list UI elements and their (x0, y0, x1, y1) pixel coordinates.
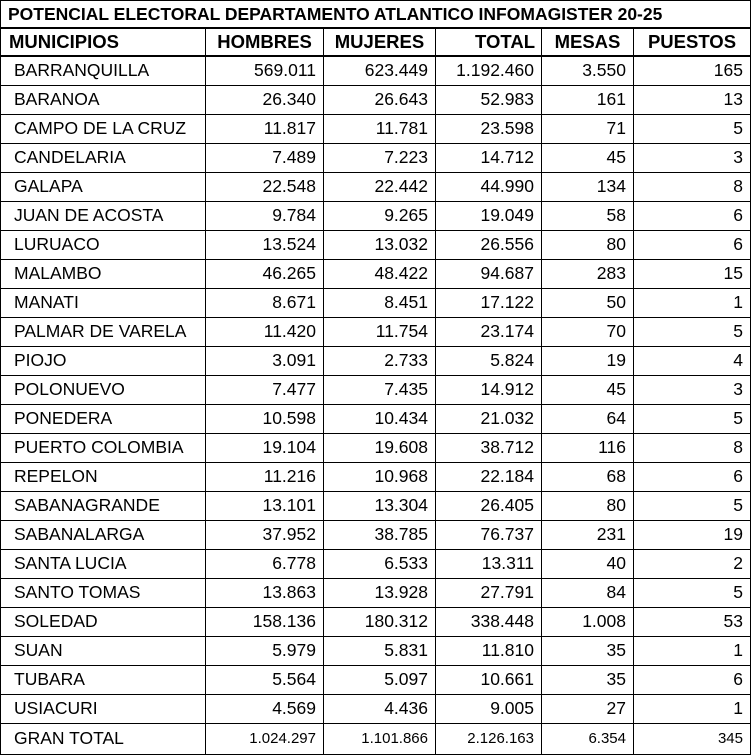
header-row (1, 28, 751, 56)
cell-mujeres: 10.434 (324, 404, 436, 433)
cell-mesas: 70 (542, 317, 634, 346)
cell-total: 52.983 (436, 85, 542, 114)
electoral-table (0, 27, 751, 755)
cell-mujeres: 22.442 (324, 172, 436, 201)
cell-total: 27.791 (436, 578, 542, 607)
cell-hombres: 37.952 (206, 520, 324, 549)
cell-total: 10.661 (436, 665, 542, 694)
cell-mujeres: 8.451 (324, 288, 436, 317)
grand-total-hombres: 1.024.297 (206, 723, 324, 754)
cell-municipio: USIACURI (1, 694, 206, 723)
table-row (1, 462, 751, 491)
cell-municipio: MANATI (1, 288, 206, 317)
cell-mesas: 35 (542, 665, 634, 694)
table-row (1, 607, 751, 636)
cell-total: 23.174 (436, 317, 542, 346)
cell-municipio: REPELON (1, 462, 206, 491)
header-mesas: MESAS (542, 28, 634, 56)
cell-puestos: 13 (634, 85, 751, 114)
cell-hombres: 11.216 (206, 462, 324, 491)
cell-municipio: POLONUEVO (1, 375, 206, 404)
table-row (1, 288, 751, 317)
table-row (1, 143, 751, 172)
cell-mesas: 1.008 (542, 607, 634, 636)
table-row (1, 375, 751, 404)
cell-hombres: 5.979 (206, 636, 324, 665)
cell-hombres: 46.265 (206, 259, 324, 288)
cell-mujeres: 19.608 (324, 433, 436, 462)
cell-puestos: 6 (634, 462, 751, 491)
cell-hombres: 569.011 (206, 56, 324, 85)
cell-total: 338.448 (436, 607, 542, 636)
cell-mujeres: 7.435 (324, 375, 436, 404)
cell-mesas: 283 (542, 259, 634, 288)
cell-total: 17.122 (436, 288, 542, 317)
cell-mujeres: 6.533 (324, 549, 436, 578)
table-row (1, 491, 751, 520)
table-row (1, 201, 751, 230)
cell-mujeres: 2.733 (324, 346, 436, 375)
cell-total: 23.598 (436, 114, 542, 143)
cell-mesas: 27 (542, 694, 634, 723)
cell-total: 26.405 (436, 491, 542, 520)
cell-puestos: 5 (634, 317, 751, 346)
grand-total-row (1, 723, 751, 754)
cell-municipio: SANTA LUCIA (1, 549, 206, 578)
header-hombres: HOMBRES (206, 28, 324, 56)
cell-hombres: 19.104 (206, 433, 324, 462)
cell-mujeres: 11.754 (324, 317, 436, 346)
table-row (1, 636, 751, 665)
cell-municipio: BARANOA (1, 85, 206, 114)
cell-municipio: SABANAGRANDE (1, 491, 206, 520)
header-municipios: MUNICIPIOS (1, 28, 206, 56)
cell-mesas: 80 (542, 491, 634, 520)
cell-puestos: 5 (634, 491, 751, 520)
cell-mesas: 45 (542, 375, 634, 404)
cell-puestos: 53 (634, 607, 751, 636)
table-row (1, 694, 751, 723)
cell-mujeres: 5.097 (324, 665, 436, 694)
cell-mujeres: 13.032 (324, 230, 436, 259)
cell-total: 44.990 (436, 172, 542, 201)
cell-hombres: 10.598 (206, 404, 324, 433)
cell-mesas: 50 (542, 288, 634, 317)
cell-municipio: LURUACO (1, 230, 206, 259)
cell-mujeres: 9.265 (324, 201, 436, 230)
cell-mujeres: 623.449 (324, 56, 436, 85)
grand-total-mesas: 6.354 (542, 723, 634, 754)
cell-hombres: 5.564 (206, 665, 324, 694)
table-row (1, 259, 751, 288)
table-body (1, 56, 751, 754)
cell-mujeres: 11.781 (324, 114, 436, 143)
cell-puestos: 2 (634, 549, 751, 578)
cell-mujeres: 7.223 (324, 143, 436, 172)
cell-puestos: 1 (634, 288, 751, 317)
cell-municipio: CANDELARIA (1, 143, 206, 172)
cell-mesas: 80 (542, 230, 634, 259)
table-row (1, 549, 751, 578)
cell-hombres: 7.477 (206, 375, 324, 404)
cell-municipio: MALAMBO (1, 259, 206, 288)
cell-hombres: 158.136 (206, 607, 324, 636)
cell-puestos: 8 (634, 433, 751, 462)
cell-total: 5.824 (436, 346, 542, 375)
cell-puestos: 8 (634, 172, 751, 201)
header-puestos: PUESTOS (634, 28, 751, 56)
cell-mujeres: 26.643 (324, 85, 436, 114)
cell-mesas: 84 (542, 578, 634, 607)
cell-puestos: 6 (634, 230, 751, 259)
cell-mujeres: 5.831 (324, 636, 436, 665)
cell-puestos: 3 (634, 143, 751, 172)
cell-hombres: 11.420 (206, 317, 324, 346)
cell-puestos: 165 (634, 56, 751, 85)
cell-total: 14.912 (436, 375, 542, 404)
cell-hombres: 8.671 (206, 288, 324, 317)
header-total: TOTAL (436, 28, 542, 56)
cell-mujeres: 180.312 (324, 607, 436, 636)
cell-mesas: 58 (542, 201, 634, 230)
grand-total-mujeres: 1.101.866 (324, 723, 436, 754)
cell-puestos: 5 (634, 578, 751, 607)
cell-hombres: 13.863 (206, 578, 324, 607)
cell-municipio: PALMAR DE VARELA (1, 317, 206, 346)
header-mujeres: MUJERES (324, 28, 436, 56)
cell-puestos: 6 (634, 201, 751, 230)
table-row (1, 520, 751, 549)
grand-total-puestos: 345 (634, 723, 751, 754)
table-row (1, 56, 751, 85)
cell-hombres: 22.548 (206, 172, 324, 201)
cell-total: 38.712 (436, 433, 542, 462)
table-row (1, 317, 751, 346)
cell-total: 13.311 (436, 549, 542, 578)
cell-mujeres: 4.436 (324, 694, 436, 723)
table-row (1, 85, 751, 114)
cell-puestos: 1 (634, 636, 751, 665)
table-row (1, 404, 751, 433)
cell-municipio: PIOJO (1, 346, 206, 375)
cell-total: 94.687 (436, 259, 542, 288)
cell-hombres: 13.101 (206, 491, 324, 520)
cell-mesas: 64 (542, 404, 634, 433)
cell-mujeres: 38.785 (324, 520, 436, 549)
cell-puestos: 1 (634, 694, 751, 723)
cell-mesas: 71 (542, 114, 634, 143)
cell-total: 22.184 (436, 462, 542, 491)
cell-hombres: 4.569 (206, 694, 324, 723)
cell-municipio: JUAN DE ACOSTA (1, 201, 206, 230)
table-row (1, 665, 751, 694)
cell-total: 14.712 (436, 143, 542, 172)
cell-mujeres: 13.928 (324, 578, 436, 607)
cell-municipio: SOLEDAD (1, 607, 206, 636)
cell-hombres: 6.778 (206, 549, 324, 578)
cell-municipio: PONEDERA (1, 404, 206, 433)
cell-mesas: 45 (542, 143, 634, 172)
cell-puestos: 5 (634, 404, 751, 433)
cell-total: 1.192.460 (436, 56, 542, 85)
grand-total-total: 2.126.163 (436, 723, 542, 754)
cell-municipio: SUAN (1, 636, 206, 665)
cell-municipio: CAMPO DE LA CRUZ (1, 114, 206, 143)
cell-mesas: 231 (542, 520, 634, 549)
cell-mujeres: 13.304 (324, 491, 436, 520)
cell-municipio: TUBARA (1, 665, 206, 694)
cell-municipio: GALAPA (1, 172, 206, 201)
cell-mesas: 40 (542, 549, 634, 578)
cell-total: 21.032 (436, 404, 542, 433)
cell-puestos: 19 (634, 520, 751, 549)
cell-mujeres: 10.968 (324, 462, 436, 491)
cell-total: 19.049 (436, 201, 542, 230)
table-row (1, 114, 751, 143)
cell-puestos: 6 (634, 665, 751, 694)
cell-mesas: 134 (542, 172, 634, 201)
cell-municipio: PUERTO COLOMBIA (1, 433, 206, 462)
cell-mesas: 35 (542, 636, 634, 665)
cell-mesas: 68 (542, 462, 634, 491)
cell-municipio: SABANALARGA (1, 520, 206, 549)
cell-mesas: 161 (542, 85, 634, 114)
table-row (1, 433, 751, 462)
sheet-title: POTENCIAL ELECTORAL DEPARTAMENTO ATLANTICO INFOMAGISTER 20-25 (0, 0, 751, 27)
cell-hombres: 11.817 (206, 114, 324, 143)
cell-total: 9.005 (436, 694, 542, 723)
cell-puestos: 3 (634, 375, 751, 404)
table-row (1, 578, 751, 607)
cell-mesas: 19 (542, 346, 634, 375)
cell-mesas: 3.550 (542, 56, 634, 85)
cell-puestos: 15 (634, 259, 751, 288)
cell-hombres: 3.091 (206, 346, 324, 375)
cell-mesas: 116 (542, 433, 634, 462)
cell-municipio: BARRANQUILLA (1, 56, 206, 85)
cell-hombres: 13.524 (206, 230, 324, 259)
grand-total-label: GRAN TOTAL (1, 723, 206, 754)
cell-total: 76.737 (436, 520, 542, 549)
table-row (1, 346, 751, 375)
cell-total: 11.810 (436, 636, 542, 665)
cell-hombres: 7.489 (206, 143, 324, 172)
cell-mujeres: 48.422 (324, 259, 436, 288)
cell-puestos: 4 (634, 346, 751, 375)
cell-puestos: 5 (634, 114, 751, 143)
cell-hombres: 26.340 (206, 85, 324, 114)
table-row (1, 172, 751, 201)
cell-municipio: SANTO TOMAS (1, 578, 206, 607)
cell-hombres: 9.784 (206, 201, 324, 230)
table-row (1, 230, 751, 259)
cell-total: 26.556 (436, 230, 542, 259)
